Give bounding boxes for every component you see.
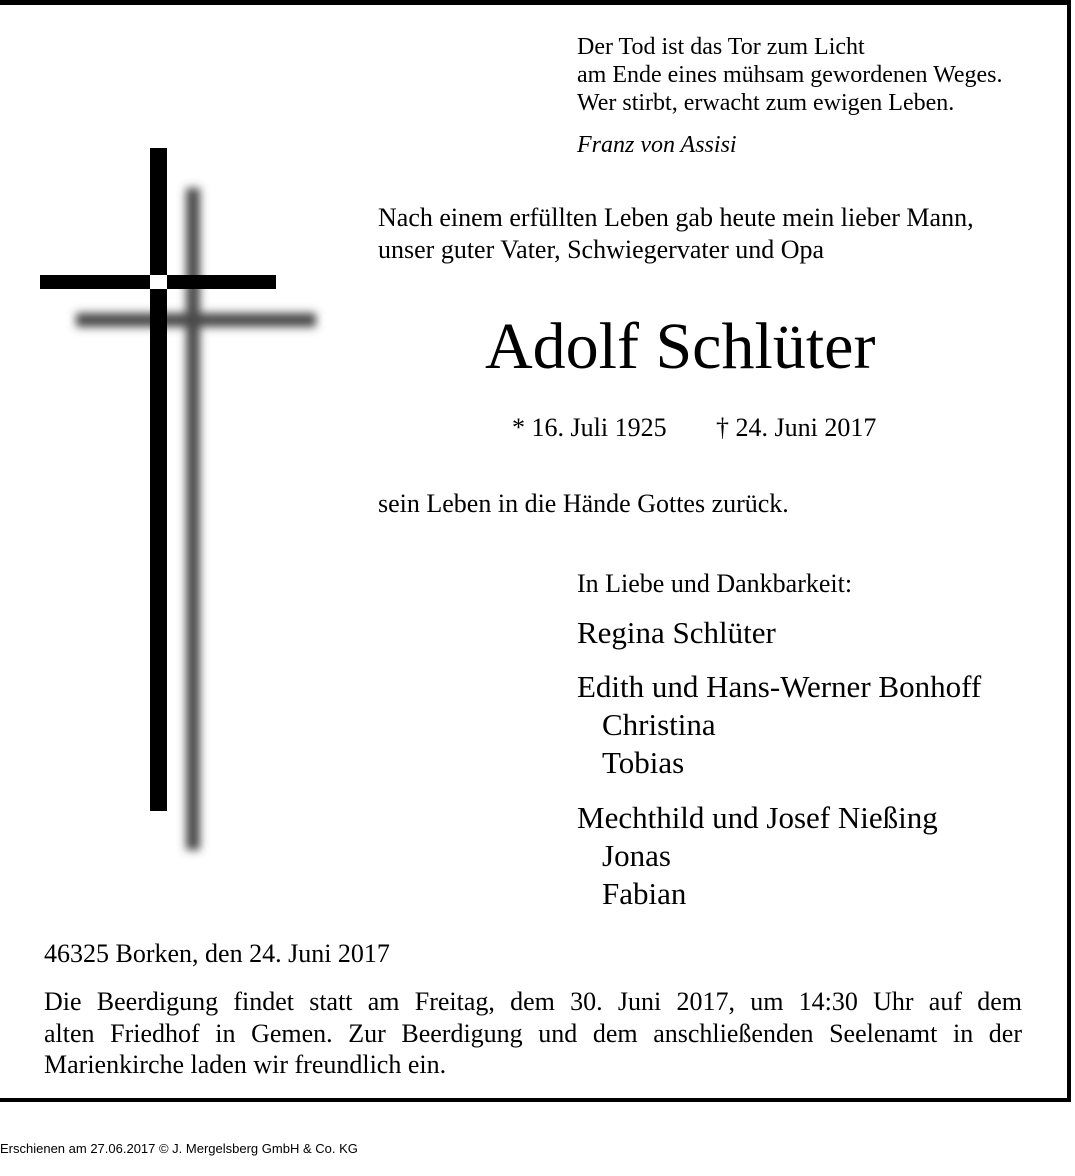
mourner-family-niessing: Mechthild und Josef Nießing bbox=[577, 800, 938, 835]
mourner-child-tobias: Tobias bbox=[602, 745, 685, 780]
mourner-regina: Regina Schlüter bbox=[577, 615, 776, 650]
funeral-notice bbox=[44, 986, 1022, 1081]
quote-line-1: Der Tod ist das Tor zum Licht bbox=[577, 34, 865, 60]
publication-footer: Erschienen am 27.06.2017 © J. Mergelsberg GmbH & Co. KG bbox=[0, 1141, 358, 1156]
funeral-line-1: Die Beerdigung findet statt am Freitag, dem 30. Juni 2017, um 14:30 Uhr auf dem bbox=[44, 987, 1022, 1016]
funeral-line-2: alten Friedhof in Gemen. Zur Beerdigung und dem anschließenden Seelenamt in der bbox=[44, 1018, 1022, 1048]
quote-line-2: am Ende eines mühsam gewordenen Weges. bbox=[577, 62, 1003, 88]
intro-line-2: unser guter Vater, Schwiegervater und Opa bbox=[378, 235, 825, 264]
mourner-child-christina: Christina bbox=[602, 707, 716, 742]
place-date: 46325 Borken, den 24. Juni 2017 bbox=[44, 939, 390, 968]
death-date: † 24. Juni 2017 bbox=[716, 413, 877, 442]
mourner-child-fabian: Fabian bbox=[602, 876, 687, 911]
mourner-child-jonas: Jonas bbox=[602, 838, 671, 873]
mourner-family-bonhoff: Edith und Hans-Werner Bonhoff bbox=[577, 669, 982, 704]
cross-icon bbox=[30, 140, 330, 870]
quote-author: Franz von Assisi bbox=[577, 132, 737, 158]
funeral-line-3: Marienkirche laden wir freundlich ein. bbox=[44, 1050, 447, 1079]
deceased-name: Adolf Schlüter bbox=[485, 310, 876, 383]
mourners-heading: In Liebe und Dankbarkeit: bbox=[577, 569, 853, 598]
intro-line-1: Nach einem erfüllten Leben gab heute mein lieber Mann, bbox=[378, 203, 974, 232]
quote-line-3: Wer stirbt, erwacht zum ewigen Leben. bbox=[577, 90, 955, 116]
closing-line: sein Leben in die Hände Gottes zurück. bbox=[378, 489, 789, 518]
birth-date: * 16. Juli 1925 bbox=[512, 413, 667, 442]
